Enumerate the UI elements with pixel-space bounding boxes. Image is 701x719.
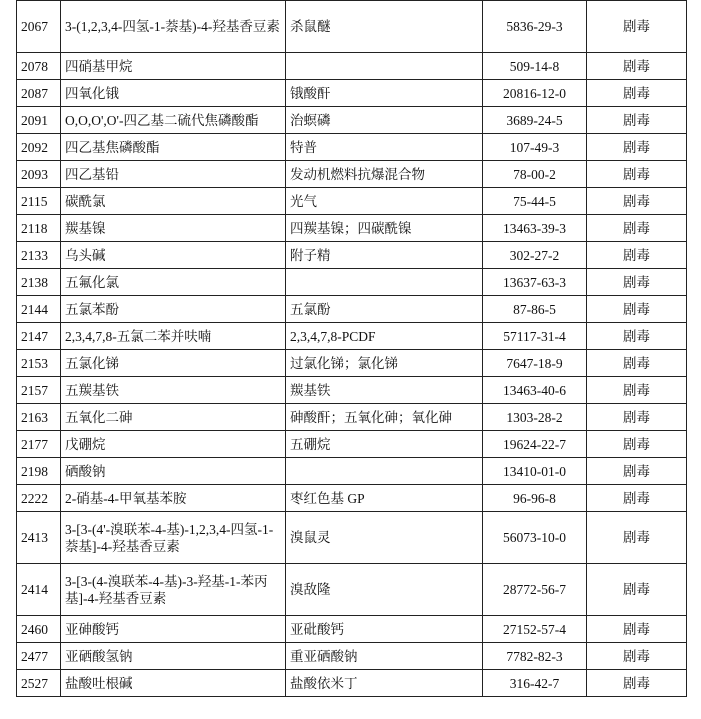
toxicity-note: 剧毒	[587, 188, 687, 215]
cas-number: 7647-18-9	[483, 350, 587, 377]
toxicity-note: 剧毒	[587, 269, 687, 296]
cas-number: 13637-63-3	[483, 269, 587, 296]
row-number: 2087	[17, 80, 61, 107]
cas-number: 3689-24-5	[483, 107, 587, 134]
cas-number: 96-96-8	[483, 485, 587, 512]
chemical-alias: 光气	[286, 188, 483, 215]
chemical-name: 碳酰氯	[61, 188, 286, 215]
chemical-name: 戊硼烷	[61, 431, 286, 458]
table-row	[17, 564, 687, 616]
row-number: 2413	[17, 512, 61, 564]
chemical-name: 四氧化锇	[61, 80, 286, 107]
toxicity-note: 剧毒	[587, 323, 687, 350]
chemical-alias: 重亚硒酸钠	[286, 643, 483, 670]
chemical-name: 3-(1,2,3,4-四氢-1-萘基)-4-羟基香豆素	[61, 1, 286, 53]
chemical-alias: 杀鼠醚	[286, 1, 483, 53]
toxicity-note: 剧毒	[587, 512, 687, 564]
row-number: 2177	[17, 431, 61, 458]
chemical-name: 五羰基铁	[61, 377, 286, 404]
cas-number: 78-00-2	[483, 161, 587, 188]
chemical-name: 乌头碱	[61, 242, 286, 269]
chemical-alias	[286, 269, 483, 296]
chemical-alias: 过氯化锑；氯化锑	[286, 350, 483, 377]
row-number: 2477	[17, 643, 61, 670]
table-row	[17, 80, 687, 107]
table-row	[17, 350, 687, 377]
toxicity-note: 剧毒	[587, 431, 687, 458]
cas-number: 27152-57-4	[483, 616, 587, 643]
chemical-alias	[286, 53, 483, 80]
row-number: 2222	[17, 485, 61, 512]
chemical-alias: 发动机燃料抗爆混合物	[286, 161, 483, 188]
chemical-alias: 枣红色基 GP	[286, 485, 483, 512]
row-number: 2163	[17, 404, 61, 431]
row-number: 2414	[17, 564, 61, 616]
row-number: 2144	[17, 296, 61, 323]
cas-number: 107-49-3	[483, 134, 587, 161]
cas-number: 20816-12-0	[483, 80, 587, 107]
chemical-alias: 治螟磷	[286, 107, 483, 134]
chemical-name: 2-硝基-4-甲氧基苯胺	[61, 485, 286, 512]
toxicity-note: 剧毒	[587, 161, 687, 188]
table-row	[17, 431, 687, 458]
toxicity-note: 剧毒	[587, 107, 687, 134]
toxicity-note: 剧毒	[587, 80, 687, 107]
toxicity-note: 剧毒	[587, 564, 687, 616]
cas-number: 28772-56-7	[483, 564, 587, 616]
chemical-alias: 亚砒酸钙	[286, 616, 483, 643]
chemical-name: 亚硒酸氢钠	[61, 643, 286, 670]
toxicity-note: 剧毒	[587, 616, 687, 643]
row-number: 2157	[17, 377, 61, 404]
table-body	[17, 1, 687, 697]
row-number: 2198	[17, 458, 61, 485]
table-row	[17, 188, 687, 215]
table-row	[17, 404, 687, 431]
table-row	[17, 643, 687, 670]
cas-number: 509-14-8	[483, 53, 587, 80]
chemical-alias: 羰基铁	[286, 377, 483, 404]
cas-number: 1303-28-2	[483, 404, 587, 431]
cas-number: 87-86-5	[483, 296, 587, 323]
chemical-name: 四乙基焦磷酸酯	[61, 134, 286, 161]
chemical-alias: 五氯酚	[286, 296, 483, 323]
toxicity-note: 剧毒	[587, 1, 687, 53]
cas-number: 5836-29-3	[483, 1, 587, 53]
toxicity-note: 剧毒	[587, 670, 687, 697]
chemical-name: 五氟化氯	[61, 269, 286, 296]
row-number: 2091	[17, 107, 61, 134]
chemical-name: 五氯化锑	[61, 350, 286, 377]
cas-number: 13463-39-3	[483, 215, 587, 242]
hazardous-chemicals-table	[16, 0, 687, 697]
row-number: 2138	[17, 269, 61, 296]
chemical-name: 四硝基甲烷	[61, 53, 286, 80]
table-row	[17, 485, 687, 512]
table-row	[17, 377, 687, 404]
row-number: 2115	[17, 188, 61, 215]
table-row	[17, 670, 687, 697]
cas-number: 57117-31-4	[483, 323, 587, 350]
row-number: 2078	[17, 53, 61, 80]
toxicity-note: 剧毒	[587, 296, 687, 323]
chemical-name: 硒酸钠	[61, 458, 286, 485]
cas-number: 56073-10-0	[483, 512, 587, 564]
row-number: 2067	[17, 1, 61, 53]
toxicity-note: 剧毒	[587, 134, 687, 161]
row-number: 2092	[17, 134, 61, 161]
table-row	[17, 161, 687, 188]
chemical-name: O,O,O',O'-四乙基二硫代焦磷酸酯	[61, 107, 286, 134]
row-number: 2093	[17, 161, 61, 188]
toxicity-note: 剧毒	[587, 53, 687, 80]
row-number: 2460	[17, 616, 61, 643]
toxicity-note: 剧毒	[587, 404, 687, 431]
table-row	[17, 107, 687, 134]
chemical-alias	[286, 458, 483, 485]
chemical-alias: 五硼烷	[286, 431, 483, 458]
chemical-alias: 盐酸依米丁	[286, 670, 483, 697]
table-row	[17, 215, 687, 242]
chemical-name: 羰基镍	[61, 215, 286, 242]
row-number: 2147	[17, 323, 61, 350]
table-row	[17, 323, 687, 350]
chemical-name: 3-[3-(4-溴联苯-4-基)-3-羟基-1-苯丙基]-4-羟基香豆素	[61, 564, 286, 616]
toxicity-note: 剧毒	[587, 485, 687, 512]
toxicity-note: 剧毒	[587, 215, 687, 242]
table-row	[17, 134, 687, 161]
table-row	[17, 296, 687, 323]
row-number: 2118	[17, 215, 61, 242]
chemical-alias: 砷酸酐；五氧化砷；氧化砷	[286, 404, 483, 431]
cas-number: 302-27-2	[483, 242, 587, 269]
cas-number: 7782-82-3	[483, 643, 587, 670]
row-number: 2527	[17, 670, 61, 697]
table-row	[17, 53, 687, 80]
cas-number: 13463-40-6	[483, 377, 587, 404]
toxicity-note: 剧毒	[587, 242, 687, 269]
chemical-name: 四乙基铅	[61, 161, 286, 188]
cas-number: 13410-01-0	[483, 458, 587, 485]
cas-number: 75-44-5	[483, 188, 587, 215]
chemical-alias: 四羰基镍；四碳酰镍	[286, 215, 483, 242]
table-row	[17, 1, 687, 53]
chemical-name: 五氯苯酚	[61, 296, 286, 323]
toxicity-note: 剧毒	[587, 458, 687, 485]
table-row	[17, 269, 687, 296]
chemical-alias: 特普	[286, 134, 483, 161]
chemical-alias: 2,3,4,7,8-PCDF	[286, 323, 483, 350]
chemical-alias: 锇酸酐	[286, 80, 483, 107]
chemical-alias: 溴鼠灵	[286, 512, 483, 564]
table-row	[17, 242, 687, 269]
row-number: 2133	[17, 242, 61, 269]
table-row	[17, 616, 687, 643]
toxicity-note: 剧毒	[587, 377, 687, 404]
row-number: 2153	[17, 350, 61, 377]
chemical-name: 2,3,4,7,8-五氯二苯并呋喃	[61, 323, 286, 350]
chemical-name: 盐酸吐根碱	[61, 670, 286, 697]
cas-number: 19624-22-7	[483, 431, 587, 458]
chemical-name: 五氧化二砷	[61, 404, 286, 431]
chemical-name: 3-[3-(4'-溴联苯-4-基)-1,2,3,4-四氢-1-萘基]-4-羟基香豆素	[61, 512, 286, 564]
toxicity-note: 剧毒	[587, 643, 687, 670]
table-row	[17, 458, 687, 485]
table-row	[17, 512, 687, 564]
cas-number: 316-42-7	[483, 670, 587, 697]
toxicity-note: 剧毒	[587, 350, 687, 377]
chemical-alias: 溴敌隆	[286, 564, 483, 616]
chemical-alias: 附子精	[286, 242, 483, 269]
chemical-name: 亚砷酸钙	[61, 616, 286, 643]
